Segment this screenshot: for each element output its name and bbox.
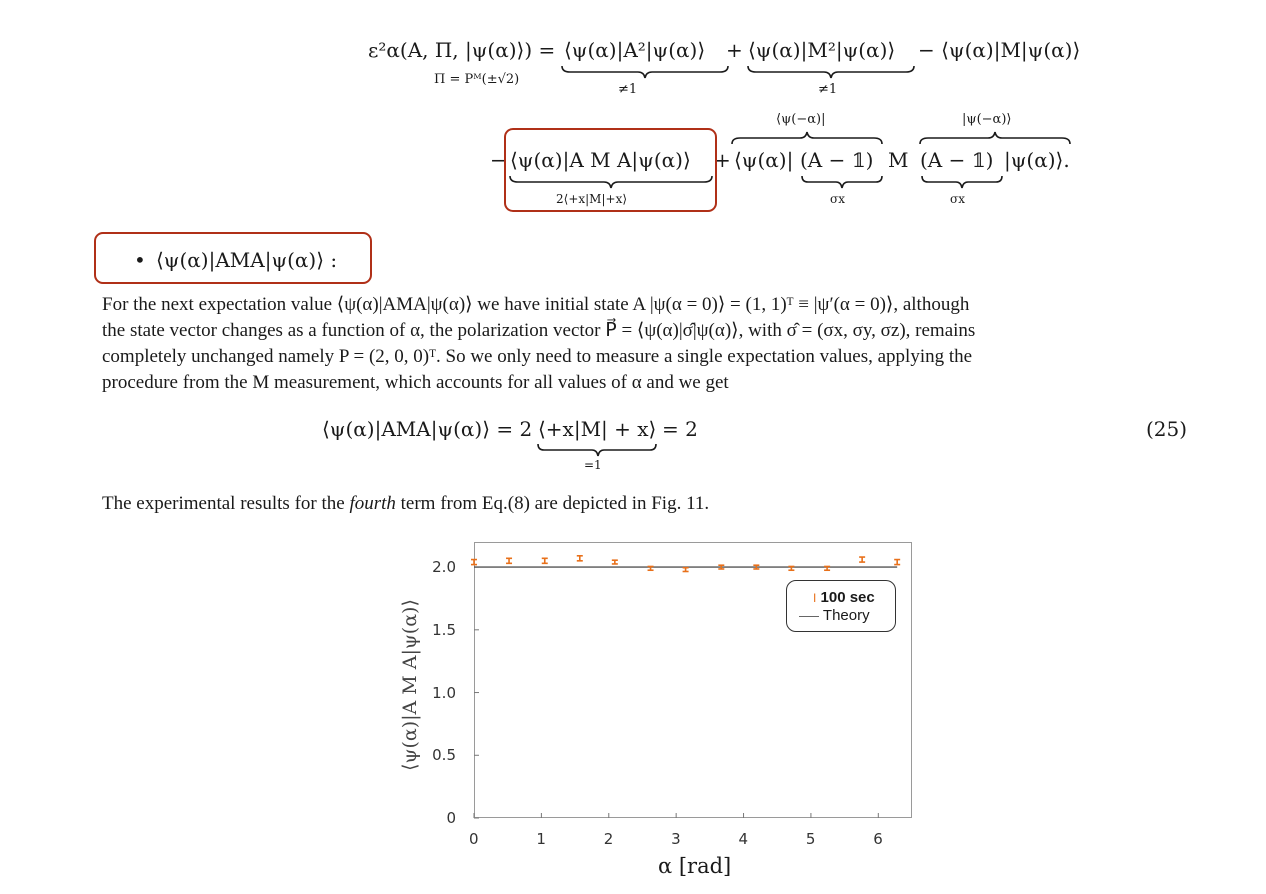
data-point xyxy=(506,558,512,563)
figure-reference-prefix: The experimental results for the xyxy=(102,493,350,514)
eq-plus: + xyxy=(726,38,743,62)
line-marker-icon xyxy=(799,616,819,617)
underbrace-term4-label: 2⟨+x|M|+x⟩ xyxy=(556,192,628,206)
y-tick-label: 0 xyxy=(446,809,456,827)
eq-term-ama: ⟨ψ(α)|A M A|ψ(α)⟩ xyxy=(510,148,691,172)
eq-lhs: ε²α(A, Π, |ψ(α)⟩) = xyxy=(368,38,556,62)
legend-entry-experiment xyxy=(813,589,875,606)
y-tick-label: 1.5 xyxy=(432,620,456,639)
eq-term5-bra: ⟨ψ(α)| xyxy=(734,148,794,172)
x-tick-label: 5 xyxy=(805,830,816,848)
eq-term-m: − ⟨ψ(α)|M|ψ(α)⟩ xyxy=(918,38,1081,62)
chart-legend xyxy=(786,580,896,632)
eq-term5-a-minus-1-left: (A − 𝟙) xyxy=(800,148,874,172)
data-point xyxy=(824,566,830,570)
y-tick-label: 0.5 xyxy=(432,746,456,765)
bullet-dot: • xyxy=(134,248,146,272)
eq25-lhs: ⟨ψ(α)|AMA|ψ(α)⟩ = 2 xyxy=(322,417,533,441)
eq-term-a-squared: ⟨ψ(α)|A²|ψ(α)⟩ xyxy=(564,38,706,62)
data-point xyxy=(577,556,583,561)
legend-label-experiment: 100 sec xyxy=(820,589,875,606)
data-point xyxy=(683,568,689,572)
data-point xyxy=(542,558,548,563)
y-tick-label: 1.0 xyxy=(432,683,456,702)
eq25-underbrace-label: =1 xyxy=(584,458,602,472)
eq-line2-minus: − xyxy=(490,148,507,172)
errorbar-marker-icon: I xyxy=(813,591,817,605)
y-tick-label: 2.0 xyxy=(432,558,456,577)
paragraph-line-3: completely unchanged namely P = (2, 0, 0)ᵀ. So we only need to measure a single expectation values, applying the xyxy=(102,346,973,367)
data-point xyxy=(894,560,900,565)
legend-label-theory: Theory xyxy=(822,607,870,624)
x-tick-label: 6 xyxy=(873,830,883,848)
eq-term-m-squared: ⟨ψ(α)|M²|ψ(α)⟩ xyxy=(748,38,896,62)
paragraph-line-4: procedure from the M measurement, which accounts for all values of α and we get xyxy=(102,372,729,393)
underbrace-term2-label: ≠1 xyxy=(818,82,838,97)
overbrace-left-label: ⟨ψ(−α)| xyxy=(776,112,826,127)
legend-entry-theory xyxy=(799,607,870,624)
data-point xyxy=(859,557,865,562)
paragraph-line-2: the state vector changes as a function of α, the polarization vector P⃗ = ⟨ψ(α)|σ̂|ψ(α)⟩, with σ̂ = (σx, σy, σz), remains xyxy=(102,320,976,341)
underbrace-sigma1-label: σx xyxy=(830,192,845,206)
data-point xyxy=(788,566,794,570)
eq25-rhs: = 2 xyxy=(662,417,698,441)
overbrace-right-label: |ψ(−α)⟩ xyxy=(962,112,1012,127)
eq25-number: (25) xyxy=(1146,417,1188,441)
y-axis-label: ⟨ψ(α)|A M A|ψ(α)⟩ xyxy=(399,599,421,771)
figure-reference-emphasis: fourth xyxy=(349,493,396,514)
underbrace-sigma2-label: σx xyxy=(950,192,965,206)
eq-line2-plus: + xyxy=(714,148,731,172)
eq-term5-a-minus-1-right: (A − 𝟙) xyxy=(920,148,994,172)
underbrace-term1-label: ≠1 xyxy=(618,82,638,97)
x-tick-label: 3 xyxy=(671,830,681,848)
x-axis-label: α [rad] xyxy=(658,854,732,878)
data-point xyxy=(648,566,654,570)
data-point xyxy=(612,560,618,564)
x-tick-label: 1 xyxy=(536,830,546,848)
eq25-braced: ⟨+x|M| + x⟩ xyxy=(538,417,657,441)
eq-term5-m: M xyxy=(888,148,909,172)
figure-reference-suffix: term from Eq.(8) are depicted in Fig. 11. xyxy=(395,493,710,514)
eq-lhs-subscript: Π = Pᴹ(±√2) xyxy=(434,72,520,87)
bullet-expression: ⟨ψ(α)|AMA|ψ(α)⟩ : xyxy=(156,248,338,272)
x-tick-label: 0 xyxy=(469,830,479,848)
x-tick-label: 2 xyxy=(603,830,614,848)
data-point xyxy=(471,560,477,565)
paragraph-line-1: For the next expectation value ⟨ψ(α)|AMA|ψ(α)⟩ we have initial state A |ψ(α = 0)⟩ = (1, 1)ᵀ ≡ |ψ′(α = 0)⟩, although xyxy=(102,294,970,315)
x-tick-label: 4 xyxy=(738,830,749,848)
eq-term5-ket: |ψ(α)⟩. xyxy=(1004,148,1070,172)
